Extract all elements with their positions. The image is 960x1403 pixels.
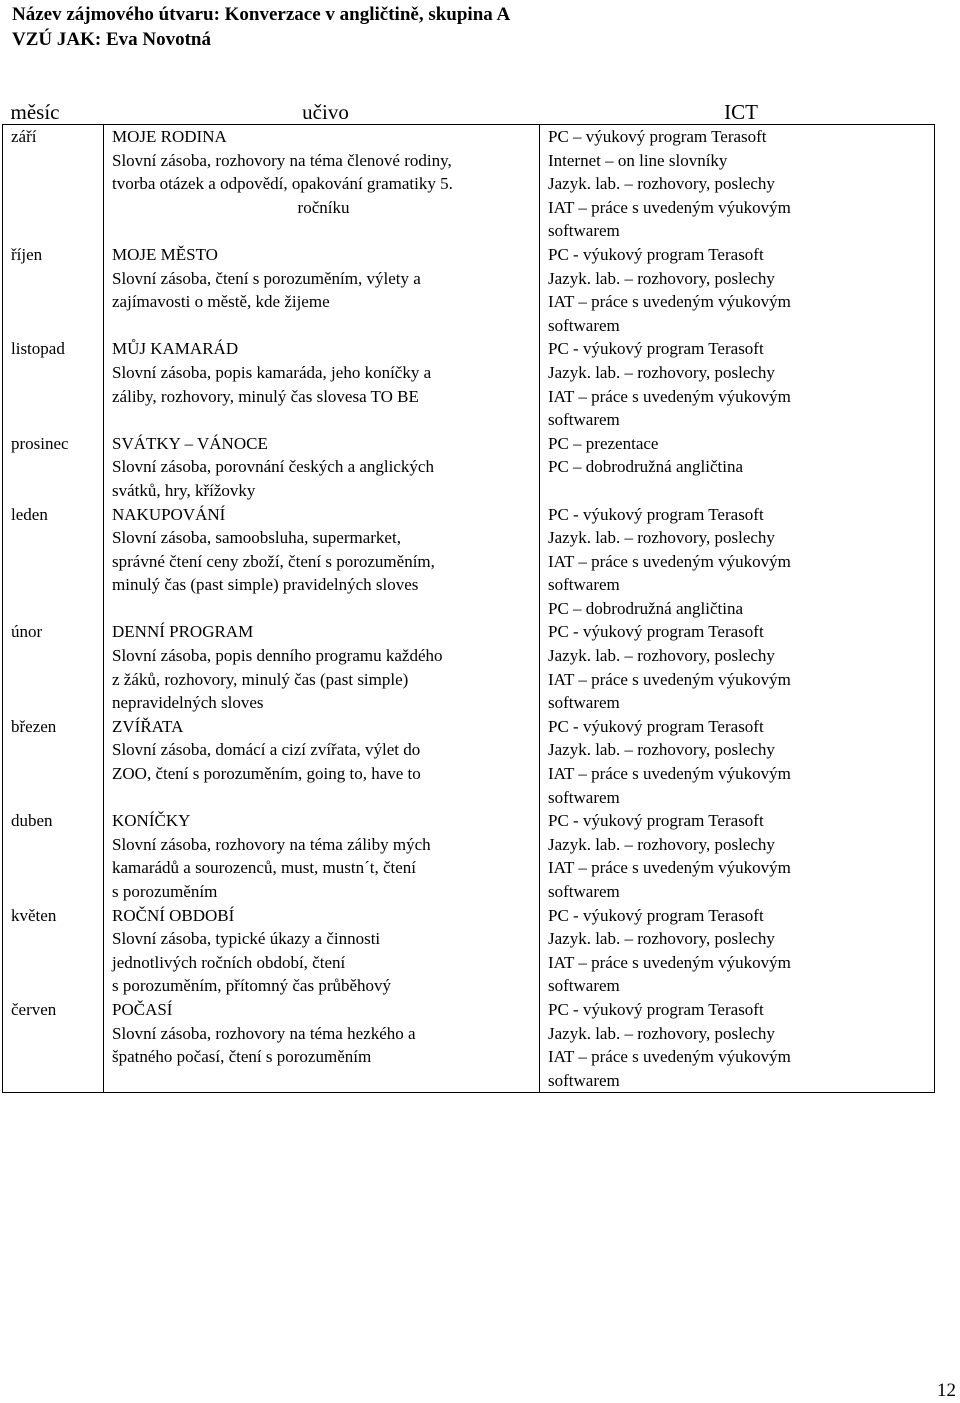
topic-title: ZVÍŘATA (112, 716, 184, 736)
ict-item: PC - výukový program Terasoft (548, 244, 764, 264)
topic-line: správné čtení ceny zboží, čtení s porozuměním, (112, 551, 435, 571)
month-cell (3, 809, 104, 903)
table-body (3, 125, 935, 1093)
topic-title: MOJE MĚSTO (112, 244, 218, 264)
ict-item: IAT – práce s uvedeným výukovým (548, 551, 791, 571)
ict-item: PC - výukový program Terasoft (548, 622, 764, 642)
topic-line: ZOO, čtení s porozuměním, going to, have to (112, 764, 421, 784)
topic-line: záliby, rozhovory, minulý čas slovesa TO BE (112, 386, 419, 406)
topic-title: ROČNÍ OBDOBÍ (112, 905, 235, 925)
ict-item: softwarem (548, 882, 620, 901)
ict-item: Jazyk. lab. – rozhovory, poslechy (548, 528, 775, 548)
ict-item: IAT – práce s uvedeným výukovým (548, 858, 791, 878)
topic-cell (104, 125, 540, 243)
ict-item: softwarem (548, 1070, 620, 1090)
topic-cell (104, 432, 540, 503)
table-row (3, 432, 935, 503)
topic-line: ročníku (297, 197, 350, 217)
month-cell (3, 125, 104, 243)
month-cell (3, 620, 104, 714)
ict-item: Jazyk. lab. – rozhovory, poslechy (548, 174, 775, 194)
table-header-row (3, 100, 935, 125)
month-label: prosinec (11, 433, 69, 453)
ict-item: Jazyk. lab. – rozhovory, poslechy (548, 834, 775, 854)
table-row (3, 620, 935, 714)
ict-item: softwarem (548, 976, 620, 996)
ict-item: PC - výukový program Terasoft (548, 504, 764, 524)
ict-item: Jazyk. lab. – rozhovory, poslechy (548, 929, 775, 949)
curriculum-table (2, 100, 935, 1093)
document-title: Název zájmového útvaru: Konverzace v angličtině, skupina A (12, 4, 511, 25)
table-row (3, 998, 935, 1093)
ict-item: PC – dobrodružná angličtina (548, 598, 743, 618)
ict-item: IAT – práce s uvedeným výukovým (548, 197, 791, 217)
topic-title: KONÍČKY (112, 811, 191, 831)
ict-item: Jazyk. lab. – rozhovory, poslechy (548, 362, 775, 382)
topic-line: kamarádů a sourozenců, must, mustn´t, čtení (112, 858, 417, 878)
topic-title: POČASÍ (112, 999, 173, 1019)
month-cell (3, 998, 104, 1093)
ict-item: Internet – on line slovníky (548, 150, 728, 170)
ict-cell (540, 904, 935, 998)
table-row (3, 503, 935, 621)
month-label: březen (11, 716, 57, 736)
topic-line: minulý čas (past simple) pravidelných sloves (112, 575, 419, 595)
ict-item: Jazyk. lab. – rozhovory, poslechy (548, 268, 775, 288)
ict-item: IAT – práce s uvedeným výukovým (548, 1047, 791, 1067)
table-row (3, 243, 935, 337)
ict-item: PC - výukový program Terasoft (548, 905, 764, 925)
topic-line: Slovní zásoba, porovnání českých a anglických (112, 457, 434, 477)
ict-cell (540, 125, 935, 243)
topic-line: nepravidelných sloves (112, 693, 264, 713)
ict-item: PC - výukový program Terasoft (548, 716, 764, 736)
page-number: 12 (937, 1380, 956, 1401)
topic-line: Slovní zásoba, rozhovory na téma hezkého a (112, 1023, 416, 1043)
document-author: VZÚ JAK: Eva Novotná (12, 29, 211, 50)
ict-cell (540, 432, 935, 503)
month-cell (3, 715, 104, 809)
month-label: leden (11, 504, 48, 524)
topic-cell (104, 998, 540, 1093)
ict-item: PC – výukový program Terasoft (548, 127, 767, 146)
ict-item: IAT – práce s uvedeným výukovým (548, 952, 791, 972)
column-header-ict: ICT (724, 100, 758, 124)
ict-item: PC – dobrodružná angličtina (548, 457, 743, 477)
topic-line: Slovní zásoba, samoobsluha, supermarket, (112, 528, 401, 548)
table-row (3, 715, 935, 809)
column-header-month: měsíc (10, 100, 60, 124)
month-cell (3, 337, 104, 431)
ict-cell (540, 715, 935, 809)
topic-line: Slovní zásoba, popis denního programu každého (112, 646, 443, 666)
ict-cell (540, 243, 935, 337)
topic-cell (104, 503, 540, 621)
topic-line: Slovní zásoba, rozhovory na téma záliby mých (112, 834, 431, 854)
month-label: květen (11, 905, 57, 925)
topic-line: z žáků, rozhovory, minulý čas (past simple) (112, 669, 409, 689)
month-label: listopad (11, 339, 65, 359)
topic-line: Slovní zásoba, rozhovory na téma členové rodiny, (112, 150, 452, 170)
ict-item: Jazyk. lab. – rozhovory, poslechy (548, 646, 775, 666)
month-label: červen (11, 999, 57, 1019)
topic-line: tvorba otázek a odpovědí, opakování gramatiky 5. (112, 174, 453, 194)
ict-item: IAT – práce s uvedeným výukovým (548, 669, 791, 689)
ict-item: IAT – práce s uvedeným výukovým (548, 386, 791, 406)
topic-line: jednotlivých ročních období, čtení (112, 952, 346, 972)
month-cell (3, 904, 104, 998)
ict-cell (540, 337, 935, 431)
topic-title: SVÁTKY – VÁNOCE (112, 433, 268, 453)
month-label: říjen (11, 244, 43, 264)
ict-cell (540, 503, 935, 621)
ict-item: PC - výukový program Terasoft (548, 999, 764, 1019)
ict-item: softwarem (548, 315, 620, 335)
topic-cell (104, 337, 540, 431)
topic-line: s porozuměním (112, 882, 218, 901)
table-row (3, 337, 935, 431)
month-label: duben (11, 811, 53, 831)
ict-item: IAT – práce s uvedeným výukovým (548, 764, 791, 784)
ict-item: PC - výukový program Terasoft (548, 811, 764, 831)
ict-item: softwarem (548, 410, 620, 430)
ict-item: softwarem (548, 575, 620, 595)
topic-line: Slovní zásoba, popis kamaráda, jeho koníčky a (112, 362, 432, 382)
topic-line: Slovní zásoba, čtení s porozuměním, výlety a (112, 268, 421, 288)
topic-title: DENNÍ PROGRAM (112, 622, 254, 642)
topic-line: Slovní zásoba, typické úkazy a činnosti (112, 929, 381, 949)
topic-line: s porozuměním, přítomný čas průběhový (112, 976, 392, 996)
ict-cell (540, 809, 935, 903)
topic-cell (104, 620, 540, 714)
ict-cell (540, 998, 935, 1093)
ict-item: PC - výukový program Terasoft (548, 339, 764, 359)
ict-item: IAT – práce s uvedeným výukovým (548, 292, 791, 312)
table-row (3, 125, 935, 243)
document-header (12, 2, 510, 52)
ict-item: PC – prezentace (548, 433, 659, 453)
month-label: únor (11, 622, 43, 642)
table-row (3, 904, 935, 998)
topic-title: MŮJ KAMARÁD (112, 339, 239, 359)
month-cell (3, 243, 104, 337)
topic-cell (104, 904, 540, 998)
topic-line: zajímavosti o městě, kde žijeme (112, 292, 330, 312)
ict-item: softwarem (548, 787, 620, 807)
column-header-topic: učivo (302, 100, 349, 124)
ict-item: softwarem (548, 693, 620, 713)
topic-title: MOJE RODINA (112, 127, 227, 146)
table-row (3, 809, 935, 903)
topic-title: NAKUPOVÁNÍ (112, 504, 226, 524)
topic-line: Slovní zásoba, domácí a cizí zvířata, výlet do (112, 740, 421, 760)
month-label: září (11, 127, 37, 146)
month-cell (3, 432, 104, 503)
ict-cell (540, 620, 935, 714)
topic-line: svátků, hry, křížovky (112, 480, 256, 500)
topic-cell (104, 809, 540, 903)
ict-item: Jazyk. lab. – rozhovory, poslechy (548, 1023, 775, 1043)
ict-item: Jazyk. lab. – rozhovory, poslechy (548, 740, 775, 760)
month-cell (3, 503, 104, 621)
ict-item: softwarem (548, 221, 620, 241)
topic-cell (104, 243, 540, 337)
topic-cell (104, 715, 540, 809)
topic-line: špatného počasí, čtení s porozuměním (112, 1047, 372, 1067)
